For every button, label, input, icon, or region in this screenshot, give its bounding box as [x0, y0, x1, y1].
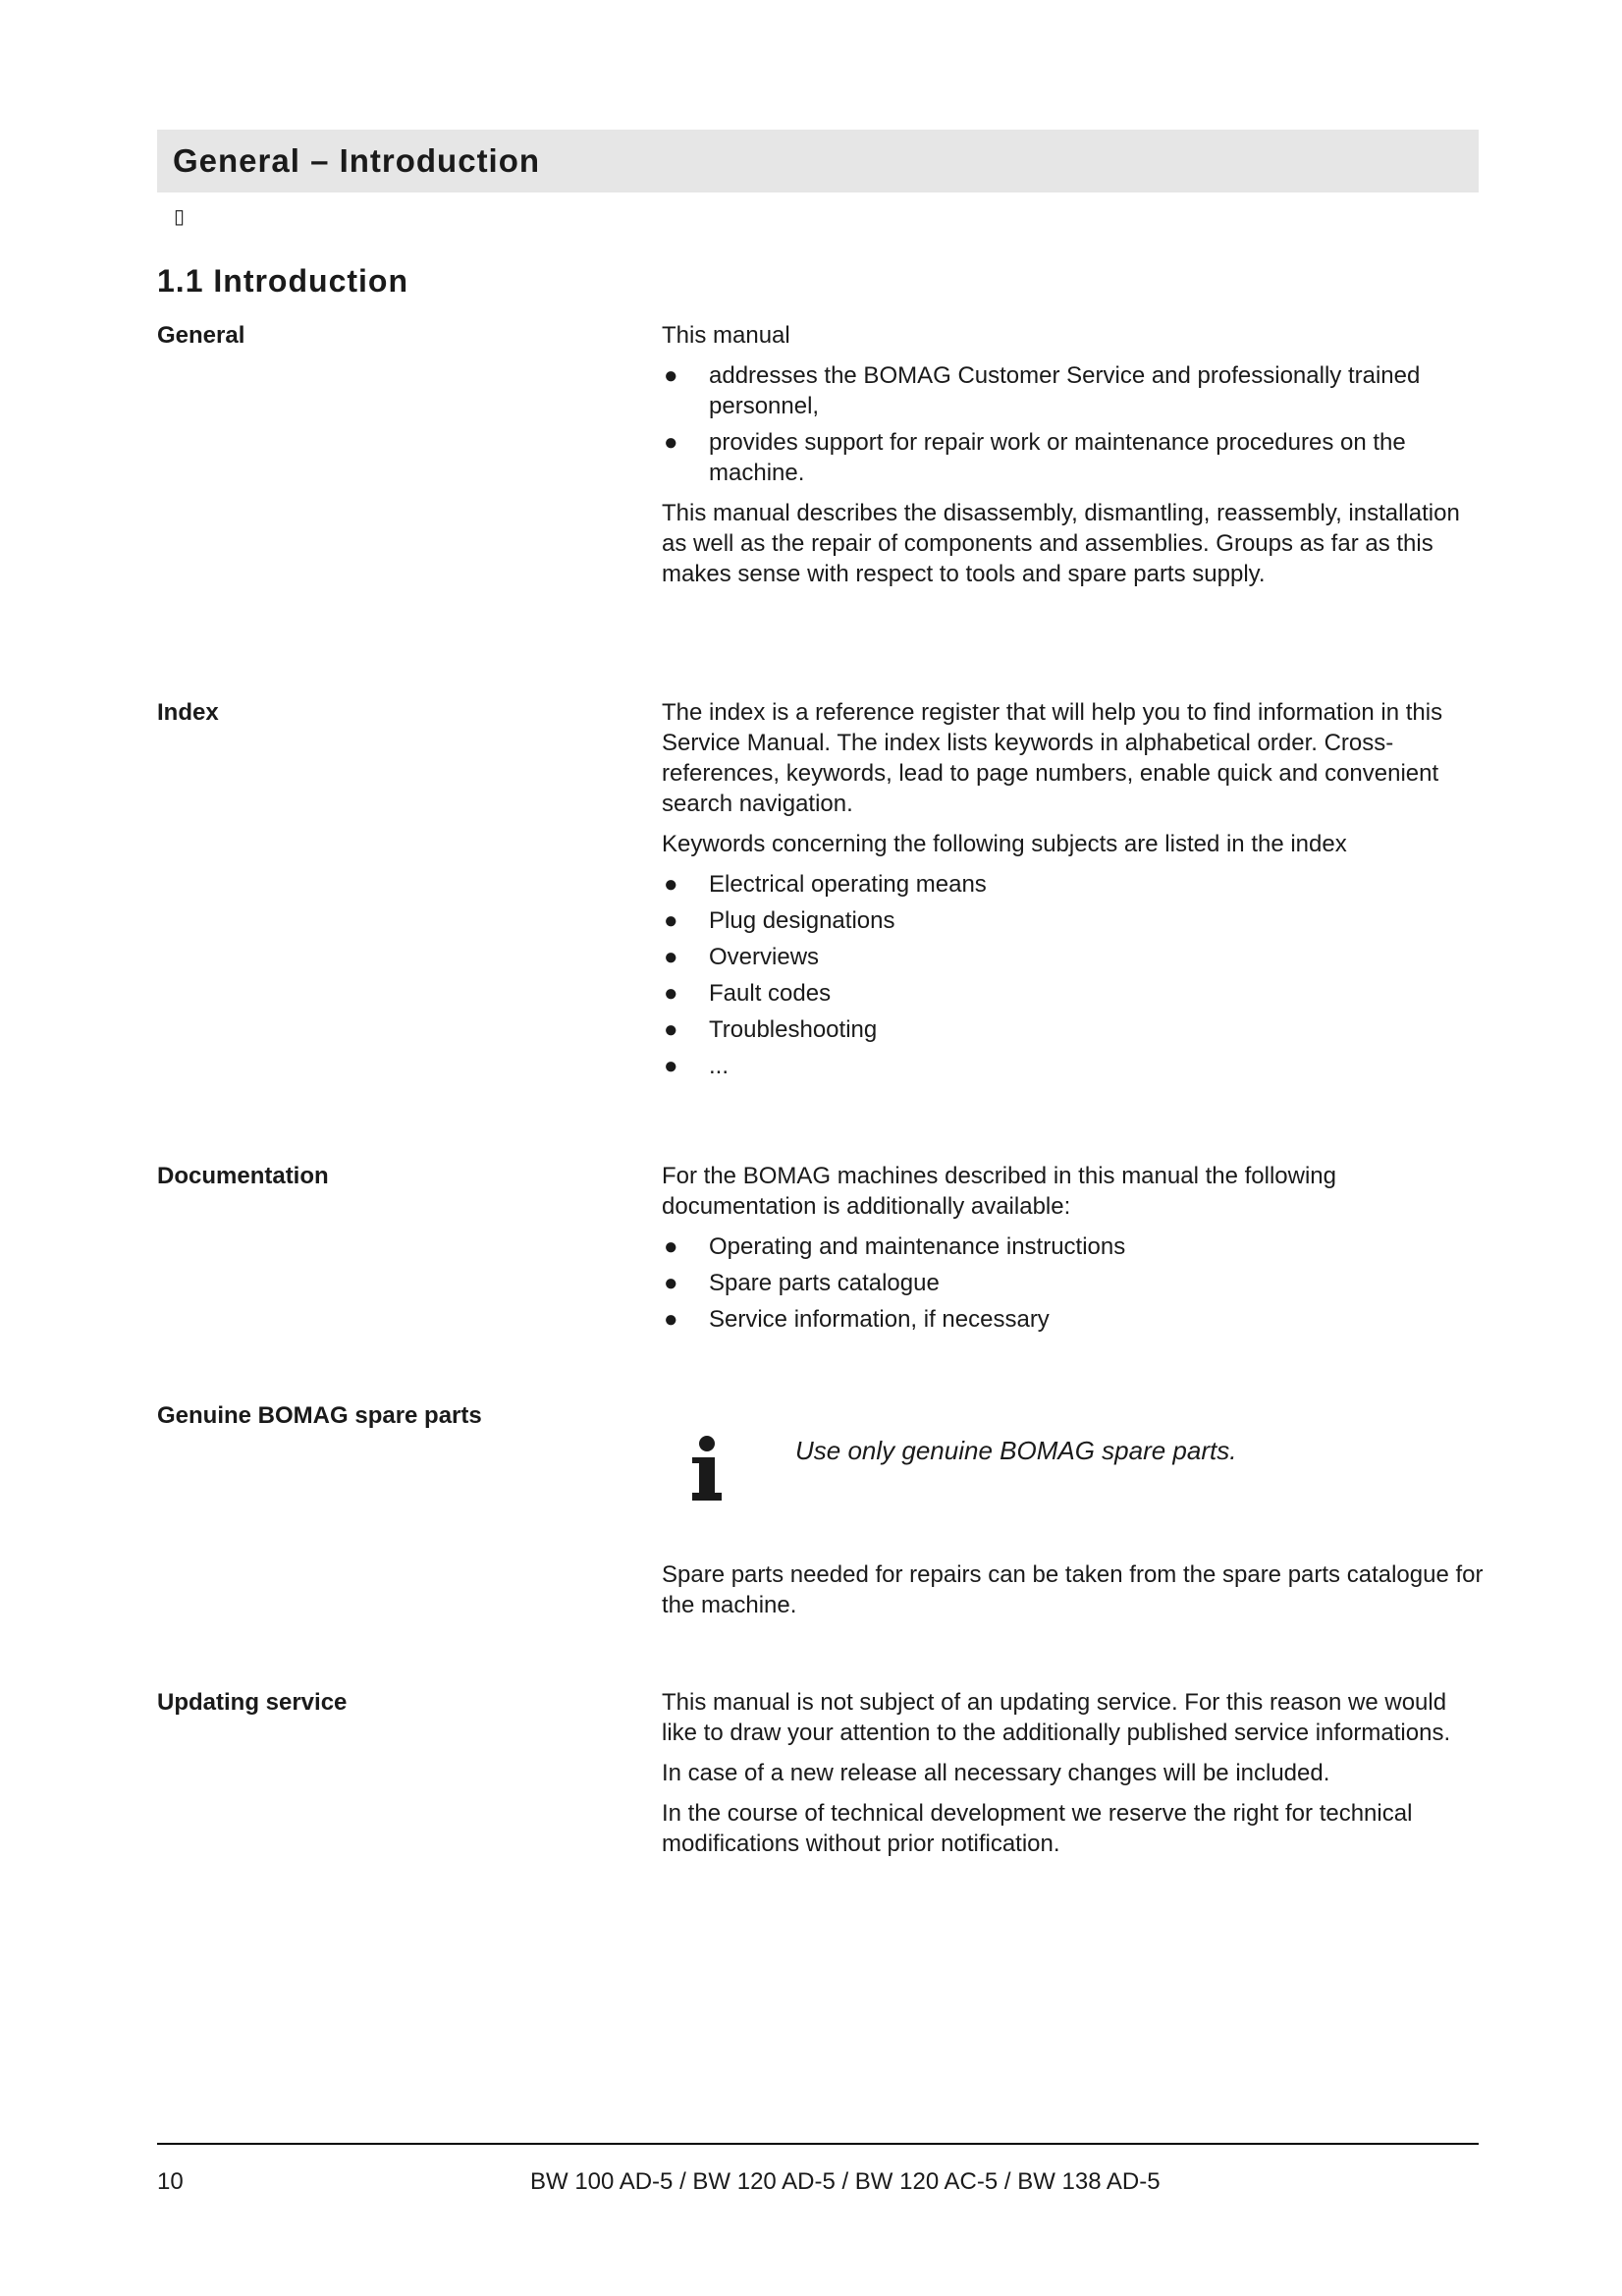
small-mark: ▯ [174, 206, 186, 228]
index-paragraph-1: The index is a reference register that will help you to find information in this Service Manual. The index lists keywords in alphabetical order. Cross-references, keywords, lead to page numbers, enable quick and convenient search navigation. [662, 699, 1443, 817]
index-bullets [662, 869, 1487, 1081]
general-paragraph: This manual describes the disassembly, dismantling, reassembly, installation as well as the repair of components and assemblies. Groups as far as this makes sense with respect to tools and spare parts supply. [662, 500, 1460, 587]
updating-paragraph-2: In case of a new release all necessary changes will be included. [662, 1760, 1330, 1786]
bullet-icon: ● [664, 980, 678, 1007]
bullet-icon: ● [664, 1016, 678, 1043]
bullet-icon: ● [664, 907, 678, 934]
note-box [687, 1436, 1473, 1504]
general-content [662, 320, 1487, 599]
list-item: ● addresses the BOMAG Customer Service and professionally trained personnel, [664, 362, 1421, 419]
list-item: ● Spare parts catalogue [664, 1270, 940, 1296]
info-icon [687, 1436, 727, 1503]
index-paragraph-2: Keywords concerning the following subjects are listed in the index [662, 831, 1347, 857]
page-number: 10 [157, 2168, 184, 2195]
list-item: ● Fault codes [664, 980, 832, 1007]
updating-paragraph-3: In the course of technical development we reserve the right for technical modifications without prior notification. [662, 1800, 1413, 1857]
list-item: ● Service information, if necessary [664, 1306, 1050, 1333]
documentation-paragraph: For the BOMAG machines described in this manual the following documentation is additionally available: [662, 1163, 1336, 1220]
spare-parts-paragraph: Spare parts needed for repairs can be taken from the spare parts catalogue for the machine. [662, 1561, 1484, 1618]
section-title: 1.1 Introduction [157, 263, 408, 299]
label-documentation: Documentation [157, 1163, 329, 1189]
footer-divider [157, 2143, 1479, 2145]
bullet-icon: ● [664, 1270, 678, 1296]
list-item: ● ... [664, 1053, 730, 1079]
page-title: General – Introduction [173, 142, 541, 179]
bullet-icon: ● [664, 429, 678, 456]
label-updating: Updating service [157, 1689, 348, 1716]
updating-paragraph-1: This manual is not subject of an updating service. For this reason we would like to draw your attention to the additionally published service informations. [662, 1689, 1451, 1746]
list-item: ● Plug designations [664, 907, 895, 934]
documentation-bullets [662, 1231, 1487, 1335]
label-index: Index [157, 699, 219, 726]
updating-content [662, 1687, 1487, 1869]
spare-parts-content [662, 1559, 1487, 1630]
index-content [662, 697, 1487, 1091]
list-item: ● provides support for repair work or maintenance procedures on the machine. [664, 429, 1406, 486]
bullet-icon: ● [664, 1053, 678, 1079]
note-text: Use only genuine BOMAG spare parts. [795, 1436, 1237, 1465]
general-intro: This manual [662, 322, 790, 349]
general-bullets [662, 360, 1487, 488]
bullet-icon: ● [664, 944, 678, 970]
label-spare-parts: Genuine BOMAG spare parts [157, 1402, 482, 1429]
footer-doc-id: BW 100 AD-5 / BW 120 AD-5 / BW 120 AC-5 / BW 138 AD-5 [530, 2168, 1161, 2195]
list-item: ● Troubleshooting [664, 1016, 878, 1043]
label-general: General [157, 322, 245, 349]
bullet-icon: ● [664, 362, 678, 389]
list-item: ● Operating and maintenance instructions [664, 1233, 1126, 1260]
bullet-icon: ● [664, 1306, 678, 1333]
bullet-icon: ● [664, 871, 678, 898]
bullet-icon: ● [664, 1233, 678, 1260]
documentation-content [662, 1161, 1487, 1344]
list-item: ● Overviews [664, 944, 820, 970]
list-item: ● Electrical operating means [664, 871, 987, 898]
